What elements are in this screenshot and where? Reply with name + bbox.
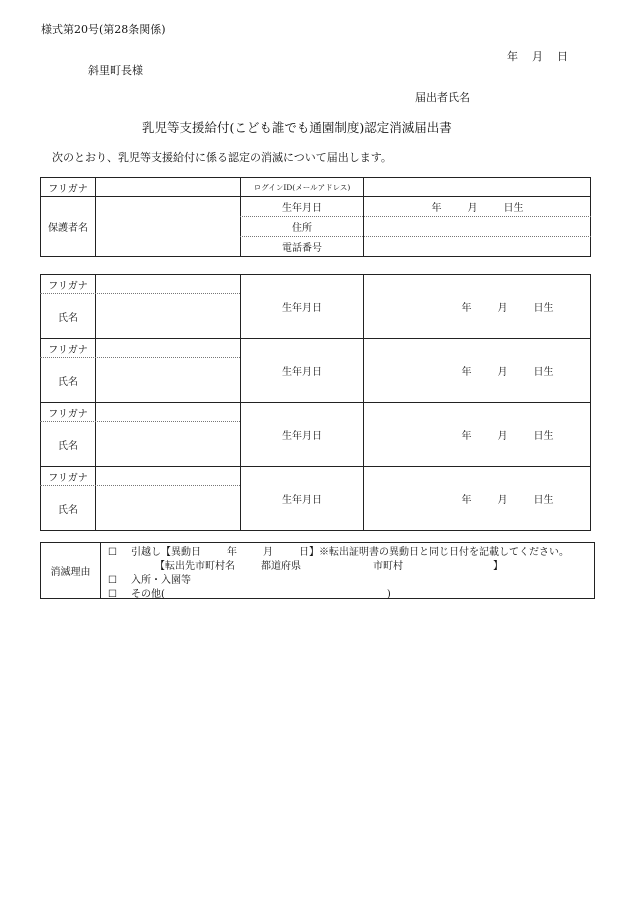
login-id-label: ログインID(メールアドレス) xyxy=(253,182,351,192)
child-furigana-field[interactable] xyxy=(96,467,240,485)
date-month-label: 月 xyxy=(532,50,543,63)
child-furigana-label: フリガナ xyxy=(48,408,88,420)
birth-year-label: 年 xyxy=(461,367,472,378)
address-label: 住所 xyxy=(292,223,312,234)
birth-day-label: 日生 xyxy=(533,303,554,314)
phone-label: 電話番号 xyxy=(282,243,322,254)
other-open: その他( xyxy=(130,589,165,600)
guardian-birth-field[interactable] xyxy=(364,197,591,216)
form-number: 様式第20号(第28条関係) xyxy=(41,23,166,36)
birth-day-label: 日生 xyxy=(503,203,524,214)
reason-destination xyxy=(155,557,503,572)
child-furigana-label: フリガナ xyxy=(48,280,88,292)
child-name-field[interactable] xyxy=(96,486,240,530)
admission-text: 入所・入園等 xyxy=(130,575,191,586)
guardian-name-field[interactable] xyxy=(96,197,240,256)
move-text: 引越し【異動日 xyxy=(130,547,201,558)
child-name-field[interactable] xyxy=(96,422,240,466)
phone-field[interactable] xyxy=(364,237,591,256)
address-field[interactable] xyxy=(364,217,591,236)
child-furigana-field[interactable] xyxy=(96,339,240,357)
prefecture-label: 都道府県 xyxy=(261,561,301,572)
child-name-field[interactable] xyxy=(96,358,240,402)
child-furigana-field[interactable] xyxy=(96,403,240,421)
birth-month-label: 月 xyxy=(497,431,508,442)
move-month-label: 月 xyxy=(262,547,273,558)
form-title: 乳児等支援給付(こども誰でも通園制度)認定消滅届出書 xyxy=(142,120,452,135)
child-birth-field[interactable] xyxy=(364,275,591,338)
child-birth-label: 生年月日 xyxy=(282,431,322,442)
other-close: ) xyxy=(386,589,391,600)
reason-label: 消滅理由 xyxy=(50,567,91,578)
birth-month-label: 月 xyxy=(467,203,478,214)
other-checkbox[interactable]: ☐ xyxy=(108,589,117,600)
birth-month-label: 月 xyxy=(497,495,508,506)
admission-checkbox[interactable]: ☐ xyxy=(108,575,117,586)
reason-move xyxy=(108,543,569,558)
child-birth-label: 生年月日 xyxy=(282,367,322,378)
addressee: 斜里町長様 xyxy=(88,64,143,77)
birth-year-label: 年 xyxy=(461,431,472,442)
child-name-field[interactable] xyxy=(96,294,240,338)
date-year-label: 年 xyxy=(507,50,518,63)
birth-day-label: 日生 xyxy=(533,495,554,506)
birth-day-label: 日生 xyxy=(533,367,554,378)
destination-label: 【転出先市町村名 xyxy=(155,561,235,572)
child-birth-label: 生年月日 xyxy=(282,303,322,314)
date-day-label: 日 xyxy=(557,50,568,63)
submission-date xyxy=(507,48,568,64)
intro-text: 次のとおり、乳児等支援給付に係る認定の消滅について届出します。 xyxy=(52,151,392,164)
child-birth-label: 生年月日 xyxy=(282,495,322,506)
child-name-label: 氏名 xyxy=(58,376,78,388)
guardian-furigana-label: フリガナ xyxy=(48,183,88,195)
birth-year-label: 年 xyxy=(461,495,472,506)
bracket-close: 】 xyxy=(493,561,503,572)
child-furigana-field[interactable] xyxy=(96,275,240,293)
child-birth-field[interactable] xyxy=(364,403,591,466)
birth-year-label: 年 xyxy=(461,303,472,314)
child-furigana-label: フリガナ xyxy=(48,344,88,356)
birth-year-label: 年 xyxy=(431,203,442,214)
applicant-name-label: 届出者氏名 xyxy=(415,91,470,104)
birth-month-label: 月 xyxy=(497,303,508,314)
guardian-furigana-field[interactable] xyxy=(96,178,240,196)
child-birth-field[interactable] xyxy=(364,339,591,402)
birth-day-label: 日生 xyxy=(533,431,554,442)
guardian-birth-label: 生年月日 xyxy=(282,203,322,214)
child-name-label: 氏名 xyxy=(58,504,78,516)
child-furigana-label: フリガナ xyxy=(48,472,88,484)
guardian-name-label: 保護者名 xyxy=(48,223,88,234)
child-name-label: 氏名 xyxy=(58,440,78,452)
reason-other xyxy=(108,585,391,600)
child-birth-field[interactable] xyxy=(364,467,591,530)
child-name-label: 氏名 xyxy=(58,312,78,324)
login-id-field[interactable] xyxy=(364,178,591,196)
move-checkbox[interactable]: ☐ xyxy=(108,547,117,558)
municipality-label: 市町村 xyxy=(373,561,403,572)
move-year-label: 年 xyxy=(226,547,237,558)
birth-month-label: 月 xyxy=(497,367,508,378)
move-day-note: 日】※転出証明書の異動日と同じ日付を記載してください。 xyxy=(298,547,569,558)
reason-admission xyxy=(108,571,191,586)
